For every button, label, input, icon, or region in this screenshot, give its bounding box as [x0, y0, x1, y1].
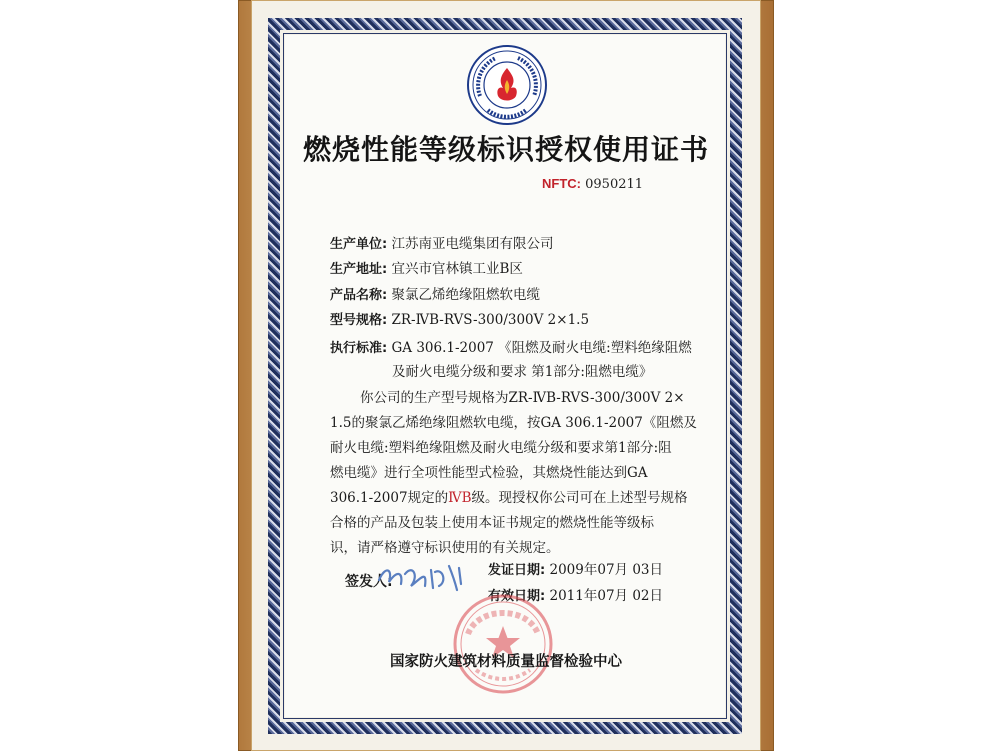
red-seal-stamp-icon	[438, 586, 568, 696]
address-row	[330, 257, 523, 277]
body-line-5	[330, 486, 688, 506]
body-line-1: 你公司的生产型号规格为ZR-ⅣB-RVS-300/300V 2×	[360, 390, 685, 406]
model-label: 型号规格:	[330, 313, 388, 328]
certificate-number-value: 0950211	[585, 177, 644, 192]
issue-date-value: 2009年07月 03日	[549, 562, 664, 578]
standard-value-line2: 及耐火电缆分级和要求 第1部分:阻燃电缆》	[392, 364, 653, 380]
valid-date-label: 有效日期:	[488, 589, 546, 604]
issue-date-row	[488, 558, 663, 578]
manufacturer-row	[330, 232, 554, 252]
body-line-6: 合格的产品及包装上使用本证书规定的燃烧性能等级标	[330, 515, 654, 531]
valid-date-value: 2011年07月 02日	[549, 588, 664, 604]
certificate-number	[542, 176, 643, 192]
product-row	[330, 283, 540, 303]
certificate-number-label: NFTC:	[542, 176, 581, 191]
certificate-title: 燃烧性能等级标识授权使用证书	[302, 133, 709, 166]
manufacturer-value: 江苏南亚电缆集团有限公司	[391, 236, 554, 252]
emblem-logo-icon	[466, 44, 548, 126]
product-value: 聚氯乙烯绝缘阻燃软电缆	[391, 287, 540, 303]
manufacturer-label: 生产单位:	[330, 237, 388, 252]
signer-label: 签发人:	[345, 574, 393, 590]
body-line-5-rest: 级。现授权你公司可在上述型号规格	[471, 490, 688, 506]
body-line-3: 耐火电缆:塑料绝缘阻燃及耐火电缆分级和要求第1部分:阻	[330, 440, 672, 456]
body-line-7: 识，请严格遵守标识使用的有关规定。	[330, 540, 560, 556]
issuing-authority: 国家防火建筑材料质量监督检验中心	[390, 654, 622, 670]
body-line-5-prefix: 306.1-2007规定的	[330, 490, 449, 506]
product-label: 产品名称:	[330, 288, 388, 303]
address-value: 宜兴市官林镇工业B区	[391, 261, 523, 277]
standard-value-line1: GA 306.1-2007 《阻燃及耐火电缆:塑料绝缘阻燃	[391, 340, 692, 356]
body-line-2: 1.5的聚氯乙烯绝缘阻燃软电缆，按GA 306.1-2007《阻燃及	[330, 415, 697, 431]
body-line-4: 燃电缆》进行全项性能型式检验，其燃烧性能达到GA	[330, 465, 648, 481]
standard-row	[330, 336, 692, 356]
address-label: 生产地址:	[330, 262, 388, 277]
standard-label: 执行标准:	[330, 341, 388, 356]
model-row	[330, 309, 589, 328]
grade-value: ⅣB	[448, 490, 472, 506]
model-value: ZR-ⅣB-RVS-300/300V 2×1.5	[391, 312, 590, 328]
issue-date-label: 发证日期:	[488, 563, 546, 578]
